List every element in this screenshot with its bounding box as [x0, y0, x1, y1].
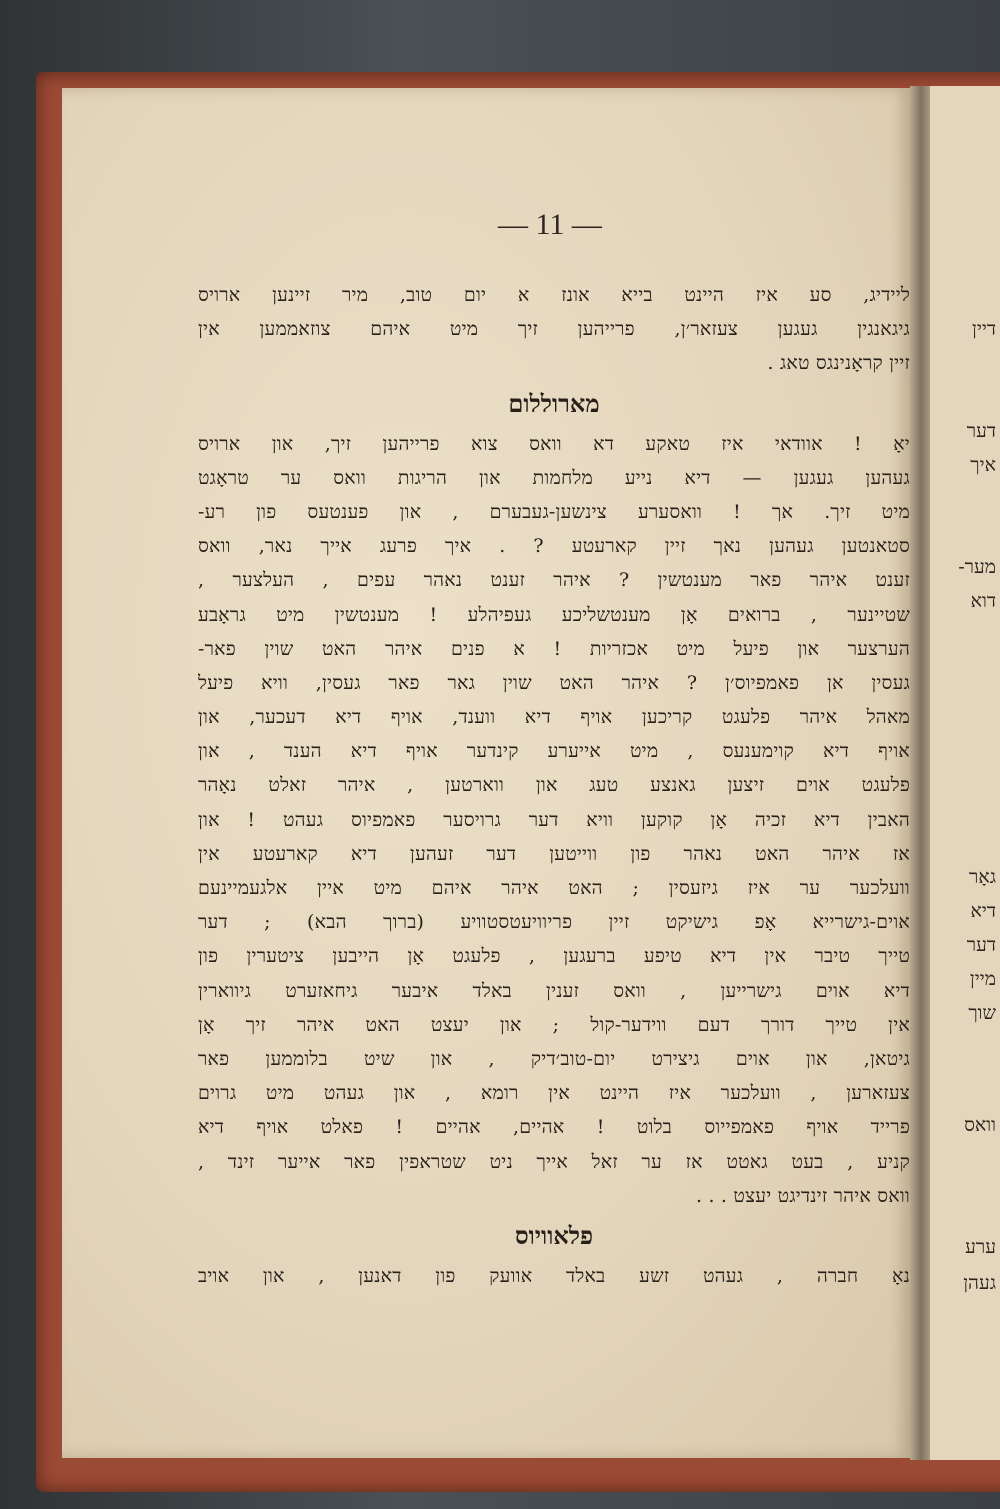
text-line: געהען געגען — דיא נייע מלחמות און הריגות וואס ער טראָגט — [198, 466, 910, 489]
book-gutter — [910, 86, 932, 1460]
text-line: אז איהר האט נאהר פון ווייטען דער זעהען דיא קארעטע אין — [198, 842, 910, 865]
facing-page — [930, 86, 1000, 1460]
facing-fragment: איך — [970, 454, 996, 476]
text-line: גיגאנגין געגען צעזאר׳ן, פרייהען זיך מיט איהם צוזאממען אין — [198, 318, 910, 341]
facing-fragment: וואס — [964, 1114, 996, 1136]
text-line: געסין אן פאמפיוס׳ן ? איהר האט שוין גאר פאר געסין, וויא פיעל — [198, 671, 910, 694]
text-line: פלעגט אוים זיצען גאנצע טעג און ווארטען , איהר זאלט נאָהר — [198, 774, 910, 797]
page-text — [198, 278, 910, 1293]
text-line: טייך טיבר אין דיא טיפע ברעגען , פלעגט אָן הייבען ציטערין פון — [198, 945, 910, 968]
facing-page-text — [930, 86, 996, 1460]
facing-fragment: געהן — [963, 1272, 996, 1294]
text-line: הערצער און פיעל מיט אכזריות ! א פנים איהר האט שוין פאר- — [198, 637, 910, 660]
text-line: וועלכער ער איז גיזעסין ; האט איהר איהם מיט איין אלגעמיינעם — [198, 877, 910, 899]
text-line: סטאנטען געהען נאך זיין קארעטע ? . איך פרעג אייך נאר, וואס — [198, 535, 910, 558]
facing-fragment: מיין — [969, 968, 996, 990]
facing-fragment: דיין — [972, 318, 996, 340]
text-line: קניע , בעט גאטט אז ער זאל אייך ניט שטראפין פאר אייער זינד , — [198, 1150, 910, 1173]
text-line: דיא אוים גישרייען , וואס זענין באלד איבער גיחאזערט גיווארין — [198, 979, 910, 1002]
text-line: אויף דיא קוימענעס , מיט אייערע קינדער אויף דיא הענד , און — [198, 740, 910, 763]
text-line: וואס איהר זינדיגט יעצט . . . — [695, 1184, 910, 1207]
text-line: זיין קראָנינגס טאג . — [767, 352, 910, 375]
text-line: אוים-גישרייא אָפ גישיקט זיין פריוויעטסטוויע (ברוך הבא) ; דער — [198, 911, 910, 934]
speaker-heading: פלאוויוס — [514, 1220, 594, 1250]
text-line: נאָ חברה , געהט זשע באלד אוועק פון דאנען , און אויב — [198, 1264, 910, 1287]
text-line: האבין דיא זכיה אָן קוקען וויא דער גרויסער פאמפיוס געהט ! און — [198, 808, 910, 831]
text-line: זענט איהר פאר מענטשין ? איהר זענט נאהר עפים , העלצער , — [198, 569, 910, 592]
facing-fragment: דער — [966, 420, 996, 442]
speaker-heading: מארוללום — [508, 388, 600, 418]
facing-fragment: גאָר — [968, 866, 996, 888]
text-line: גיטאן, און אוים גיצירט יום-טוב׳דיק , און שיט בלוממען פאר — [198, 1047, 910, 1070]
text-line: אין טייך דורך דעם ווידער-קול ; און יעצט האט איהר זיך אָן — [198, 1013, 910, 1036]
text-line: שטיינער , ברואים אָן מענטשליכע געפיהלע ! מענטשין מיט גראָבע — [198, 603, 910, 626]
facing-fragment: ערע — [965, 1236, 996, 1258]
facing-fragment: שוך — [968, 1002, 996, 1024]
facing-fragment: דיא — [970, 900, 996, 922]
facing-fragment: דוא — [970, 590, 996, 612]
text-line: מיט זיך. אך ! וואסערע צינשען-געבערם , און פענטעס פון רע- — [198, 500, 910, 523]
facing-fragment: דער — [966, 934, 996, 956]
text-line: יאָ ! אוודאי איז טאקע דא וואס צוא פרייהען זיך, און ארויס — [198, 432, 910, 455]
text-line: פרייד אויף פאמפייוס בלוט ! אהיים, אהיים ! פאלט אויף דיא — [198, 1116, 910, 1139]
text-line: מאהל איהר פלעגט קריכען אויף דיא ווענד, אויף דיא דעכער, און — [198, 706, 910, 729]
facing-fragment: מער- — [958, 556, 996, 578]
page-number: — 11 — — [498, 208, 602, 241]
text-line: ליידיג, סע איז היינט בייא אונז א יום טוב, מיר זיינען ארויס — [198, 284, 910, 306]
text-line: צעזארען , וועלכער איז היינט אין רומא , און געהט מיט גרוים — [198, 1082, 910, 1105]
